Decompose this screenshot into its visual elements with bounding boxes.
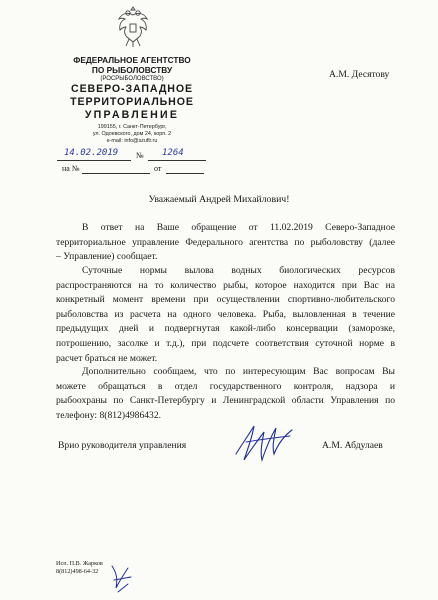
coat-of-arms-icon	[116, 6, 150, 48]
signatory-name: А.М. Абдулаев	[322, 440, 383, 451]
department-header	[62, 83, 202, 122]
paragraph-2-line: потрошению, засолке и т.д.), при подсчете соответствия суточной норме в	[56, 337, 395, 349]
executor-phone: 8(812)498-64-32	[56, 568, 99, 576]
greeting: Уважаемый Андрей Михайлович!	[148, 194, 290, 205]
paragraph-3	[56, 365, 395, 423]
paragraph-3-line: рыбоохраны по Санкт-Петербургу и Ленинградской области Управления по	[56, 395, 395, 407]
department-name-line2: ТЕРРИТОРИАЛЬНОЕ	[70, 96, 194, 108]
department-name-line1: СЕВЕРО-ЗАПАДНОЕ	[71, 83, 193, 95]
paragraph-1-line: территориальное управление Федерального агентства по рыболовству (далее	[56, 236, 395, 248]
executor-name: Исп. П.В. Жарков	[56, 560, 103, 567]
agency-abbreviation: (РОСРЫБОЛОВСТВО)	[100, 76, 164, 82]
address-line1: 199155, г. Санкт-Петербург,	[97, 124, 167, 130]
registration-number: 1264	[162, 148, 184, 158]
paragraph-1-line: – Управление) сообщает.	[56, 251, 158, 263]
department-name-line3: УПРАВЛЕНИЕ	[84, 109, 180, 121]
paragraph-3-line: телефону: 8(812)4986432.	[56, 409, 162, 421]
agency-name-line2: ПО РЫБОЛОВСТВУ	[91, 65, 173, 75]
agency-name-line1: ФЕДЕРАЛЬНОЕ АГЕНТСТВО	[73, 55, 191, 65]
agency-header	[62, 55, 202, 83]
email-line: e-mail: info@szuflr.ru	[106, 138, 158, 144]
address-line2: ул. Одоевского, дом 24, корп. 2	[92, 131, 172, 137]
recipient: А.М. Десятову	[329, 69, 390, 80]
reference-line	[62, 164, 212, 176]
paragraph-2	[56, 264, 395, 366]
reference-date-label: от	[154, 164, 162, 173]
paragraph-1-line: В ответ на Ваше обращение от 11.02.2019 Северо-Западное	[82, 222, 395, 233]
department-address	[62, 124, 202, 145]
paragraph-2-line: предыдущих дней и подвергнутая какой-либо консервации (заморозке,	[56, 323, 395, 335]
registration-number-label: №	[136, 151, 144, 160]
registration-line	[52, 150, 212, 162]
paragraph-2-line: конкретный момент времени при осуществлении спортивно-любительского	[56, 294, 395, 306]
signatory-title: Врио руководителя управления	[58, 440, 187, 451]
paragraph-2-line: Суточные нормы вылова водных биологических ресурсов	[82, 265, 395, 276]
reference-number-label: на №	[62, 164, 80, 173]
paragraph-1	[56, 221, 395, 265]
paragraph-3-line: Дополнительно сообщаем, что по интересующим Вас вопросам Вы	[82, 366, 395, 377]
handwritten-signature	[232, 414, 296, 470]
paragraph-2-line: распространяются на то количество рыбы, которое находится при Вас на	[56, 279, 395, 291]
executor-block	[56, 560, 103, 577]
paragraph-2-line: расчет браться не может.	[56, 352, 158, 364]
paragraph-2-line: рыболовства из расчета на одного человека. Рыба, выловленная в течение	[56, 308, 395, 320]
paragraph-3-line: можете обращаться в отдел государственного контроля, надзора и	[56, 380, 395, 392]
registration-date: 14.02.2019	[64, 148, 119, 158]
initials-signature	[106, 562, 134, 594]
